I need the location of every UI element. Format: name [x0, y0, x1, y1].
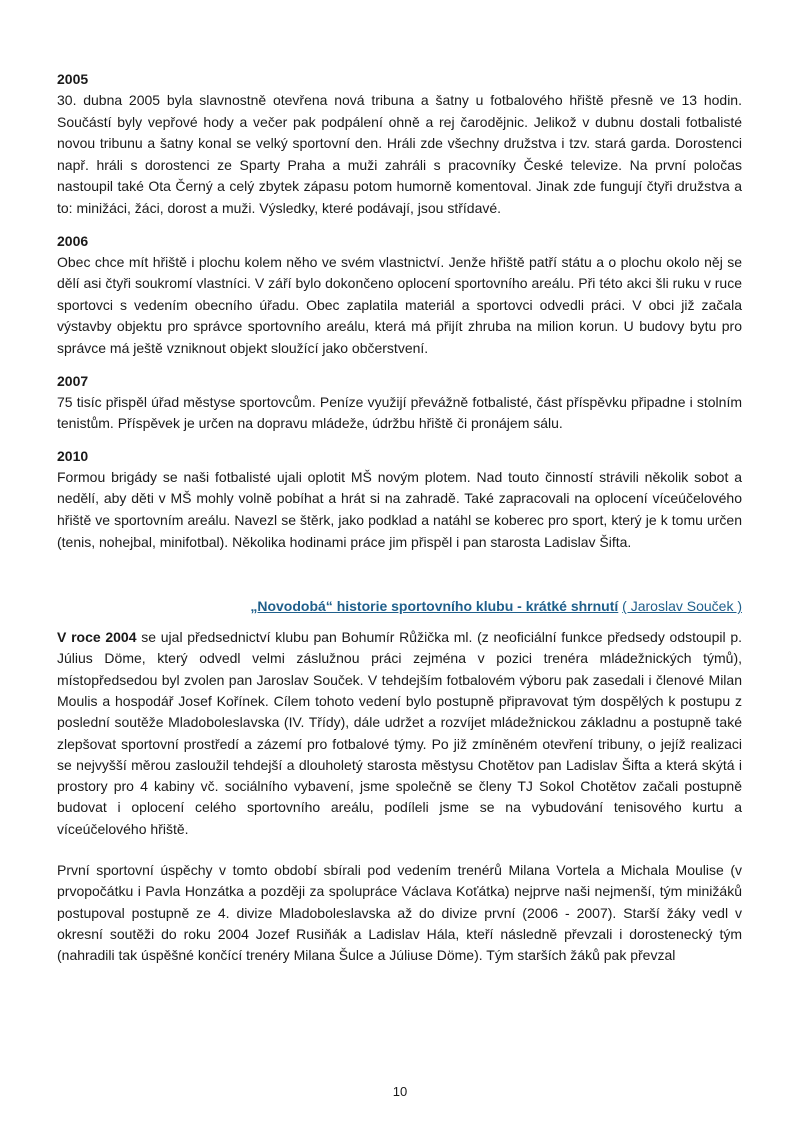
year-heading: 2010: [57, 447, 89, 464]
entry-paragraph: 75 tisíc přispěl úřad městyse sportovcům. Peníze využijí převážně fotbalisté, část příspěvku připadne i stolním tenistům. Příspěvek je určen na dopravu mládeže, údržbu hřiště či pronájem sálu.: [57, 393, 742, 432]
chronicle-entry-2007: [57, 370, 742, 435]
history-title: „Novodobá“ historie sportovního klubu - krátké shrnutí: [250, 598, 619, 615]
history-author: ( Jaroslav Souček ): [622, 598, 742, 615]
history-paragraph-1-text: se ujal předsednictví klubu pan Bohumír Růžička ml. (z neoficiální funkce předsedy odstoupil p. Július Döme, který odvedl velmi záslužnou práci zejména v pozici trenéra mládežnických týmů), místopředsedou byl zvolen pan Jaroslav Souček. V tehdejším fotbalovém výboru pak zasedali i členové Milan Moulis a hospodář Josef Kořínek. Cílem tohoto vedení bylo postupně připravovat tým dospělých k postupu z poslední soutěže Mladoboleslavska (IV. Třídy), dále udržet a rozvíjet mládežnickou základnu a postupně také zlepšovat sportovní prostředí a zázemí pro fotbalové týmy. Po již zmíněném otevření tribuny, o jejíž realizaci se nejvyšší měrou zasloužil tehdejší a dlouholetý starosta městysu Chotětov pan Ladislav Šifta a která skýtá i prostory pro 4 kabiny vč. sociálního vybavení, jsme společně se členy TJ Sokol Chotětov začali postupně budovat i oplocení celého sportovního areálu, podíleli jsme se na vybudování tenisového kurtu a víceúčelového hřiště.: [57, 629, 742, 837]
history-paragraph-2: První sportovní úspěchy v tomto období sbírali pod vedením trenérů Milana Vortela a Michala Moulise (v prvopočátku i Pavla Honzátka a později za spolupráce Václava Koťátka) nejprve naši nejmenší, tým minižáků postupoval postupně ze 4. divize Mladoboleslavska až do divize první (2006 - 2007). Starší žáky vedl v okresní soutěži do roku 2004 Jozef Rusiňák a Ladislav Hála, kteří následně převzali i dorostenecký tým (nahradili tak úspěšné končící trenéry Milana Šulce a Júliuse Döme). Tým starších žáků pak převzal: [57, 862, 742, 964]
entry-paragraph: Obec chce mít hřiště i plochu kolem něho ve svém vlastnictví. Jenže hřiště patří státu a o plochu okolo něj se dělí asi čtyři soukromí vlastníci. V září bylo dokončeno oplocení sportovního areálu. Při této akci šli ruku v ruce sportovci s vedením obecního úřadu. Obec zaplatila materiál a sportovci odvedli práci. V obci již začala výstavby objektu pro správce sportovního areálu, která má přijít zhruba na milion korun. U budovy bytu pro správce má ještě vzniknout objekt sloužící jako občerstvení.: [57, 253, 742, 356]
year-heading: 2007: [57, 372, 89, 389]
chronicle-entry-2010: [57, 445, 742, 553]
history-heading: [57, 595, 742, 617]
history-paragraph-1: [57, 627, 742, 840]
entry-paragraph: 30. dubna 2005 byla slavnostně otevřena nová tribuna a šatny u fotbalového hřiště přesně ve 13 hodin. Součástí byly vepřové hody a večer pak podpálení ohně a rej čarodějnic. Jelikož v dubnu dostali fotbalisté novou tribunu a šatny konal se velký sportovní den. Hráli zde všechny družstva i tzv. stará garda. Dorostenci např. hráli s dorostenci ze Sparty Praha a muži zahráli s pracovníky České televize. Na první poločas nastoupil také Ota Černý a celý zbytek zápasu potom humorně komentoval. Jinak zde fungují čtyři družstva a to: minižáci, žáci, dorost a muži. Výsledky, které podávají, jsou střídavé.: [57, 92, 742, 216]
page-content: [57, 68, 742, 987]
year-heading: 2005: [57, 71, 89, 87]
history-lead: V roce 2004: [57, 629, 137, 646]
year-heading: 2006: [57, 232, 89, 249]
chronicle-entry-2005: [57, 68, 742, 220]
chronicle-entry-2006: [57, 230, 742, 360]
entry-paragraph: Formou brigády se naši fotbalisté ujali oplotit MŠ novým plotem. Nad touto činností strávili několik sobot a nedělí, aby děti v MŠ mohly volně pobíhat a hrát si na zahradě. Také zapracovali na oplocení víceúčelového hřiště ve sportovním areálu. Navezl se štěrk, jako podklad a natáhl se koberec pro sport, který je k tomu určen (tenis, nohejbal, minifotbal). Několika hodinami práce jim přispěl i pan starosta Ladislav Šifta.: [57, 468, 742, 550]
page-number: 10: [392, 1084, 408, 1099]
